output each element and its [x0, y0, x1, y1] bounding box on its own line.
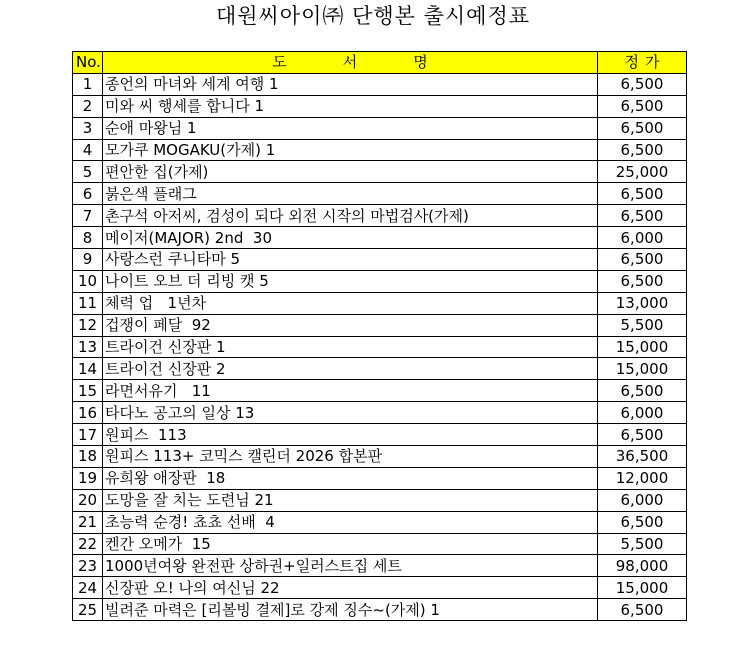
table-header-row	[73, 52, 687, 74]
row-number: 6	[73, 183, 103, 205]
table-row	[73, 205, 687, 227]
book-price: 6,500	[598, 95, 687, 117]
row-number: 12	[73, 314, 103, 336]
book-title: 트라이건 신장판 2	[103, 358, 598, 380]
column-header-title-char: 도	[272, 53, 287, 72]
book-title: 사랑스런 쿠니타마 5	[103, 249, 598, 271]
row-number: 23	[73, 555, 103, 577]
table-row	[73, 292, 687, 314]
table-row	[73, 73, 687, 95]
table-row	[73, 555, 687, 577]
book-title: 미와 씨 행세를 합니다 1	[103, 95, 598, 117]
book-price: 25,000	[598, 161, 687, 183]
table-row	[73, 270, 687, 292]
row-number: 7	[73, 205, 103, 227]
book-title: 신장판 오! 나의 여신님 22	[103, 577, 598, 599]
book-price: 5,500	[598, 533, 687, 555]
book-price: 6,000	[598, 489, 687, 511]
table-row	[73, 336, 687, 358]
book-price: 6,500	[598, 139, 687, 161]
row-number: 14	[73, 358, 103, 380]
table-row	[73, 467, 687, 489]
book-price: 13,000	[598, 292, 687, 314]
row-number: 24	[73, 577, 103, 599]
row-number: 11	[73, 292, 103, 314]
row-number: 22	[73, 533, 103, 555]
column-header-price: 정가	[598, 52, 687, 74]
release-schedule-table	[72, 51, 687, 621]
table-row	[73, 95, 687, 117]
column-header-title	[103, 52, 598, 74]
table-row	[73, 139, 687, 161]
table-row	[73, 161, 687, 183]
table-row	[73, 183, 687, 205]
book-price: 6,500	[598, 511, 687, 533]
column-header-title-char: 명	[413, 53, 428, 72]
book-title: 원피스 113	[103, 424, 598, 446]
book-price: 6,500	[598, 380, 687, 402]
row-number: 13	[73, 336, 103, 358]
table-row	[73, 358, 687, 380]
table-row	[73, 249, 687, 271]
book-price: 5,500	[598, 314, 687, 336]
book-price: 6,500	[598, 599, 687, 621]
book-title: 체력 업 1년차	[103, 292, 598, 314]
book-title: 초능력 순경! 쵸쵸 선배 4	[103, 511, 598, 533]
book-price: 6,500	[598, 249, 687, 271]
book-title: 모가쿠 MOGAKU(가제) 1	[103, 139, 598, 161]
table-row	[73, 511, 687, 533]
row-number: 16	[73, 402, 103, 424]
table-row	[73, 446, 687, 468]
row-number: 1	[73, 73, 103, 95]
book-title: 겁쟁이 페달 92	[103, 314, 598, 336]
row-number: 20	[73, 489, 103, 511]
book-price: 6,500	[598, 205, 687, 227]
row-number: 19	[73, 467, 103, 489]
table-row	[73, 577, 687, 599]
row-number: 10	[73, 270, 103, 292]
table-row	[73, 314, 687, 336]
book-price: 15,000	[598, 336, 687, 358]
table-body	[73, 73, 687, 620]
book-title: 붉은색 플래그	[103, 183, 598, 205]
row-number: 3	[73, 117, 103, 139]
book-price: 6,000	[598, 402, 687, 424]
book-price: 98,000	[598, 555, 687, 577]
row-number: 25	[73, 599, 103, 621]
book-title: 도망을 잘 치는 도련님 21	[103, 489, 598, 511]
column-header-no: No.	[73, 52, 103, 74]
book-price: 36,500	[598, 446, 687, 468]
book-title: 트라이건 신장판 1	[103, 336, 598, 358]
book-price: 6,500	[598, 117, 687, 139]
row-number: 9	[73, 249, 103, 271]
book-title: 편안한 집(가제)	[103, 161, 598, 183]
row-number: 21	[73, 511, 103, 533]
book-title: 켄간 오메가 15	[103, 533, 598, 555]
table-row	[73, 424, 687, 446]
book-price: 6,500	[598, 424, 687, 446]
book-price: 12,000	[598, 467, 687, 489]
book-title: 종언의 마녀와 세계 여행 1	[103, 73, 598, 95]
table-row	[73, 599, 687, 621]
book-price: 15,000	[598, 358, 687, 380]
book-title: 빌려준 마력은 [리볼빙 결제]로 강제 징수~(가제) 1	[103, 599, 598, 621]
book-price: 6,000	[598, 227, 687, 249]
row-number: 15	[73, 380, 103, 402]
book-title: 촌구석 아저씨, 검성이 되다 외전 시작의 마법검사(가제)	[103, 205, 598, 227]
table-row	[73, 380, 687, 402]
book-price: 6,500	[598, 73, 687, 95]
table-row	[73, 227, 687, 249]
table-row	[73, 533, 687, 555]
column-header-title-char: 서	[342, 53, 358, 72]
book-title: 1000년여왕 완전판 상하권+일러스트집 세트	[103, 555, 598, 577]
book-title: 라면서유기 11	[103, 380, 598, 402]
book-title: 원피스 113+ 코믹스 캘린더 2026 합본판	[103, 446, 598, 468]
book-title: 타다노 공고의 일상 13	[103, 402, 598, 424]
book-price: 6,500	[598, 270, 687, 292]
row-number: 5	[73, 161, 103, 183]
book-title: 나이트 오브 더 리빙 캣 5	[103, 270, 598, 292]
book-price: 15,000	[598, 577, 687, 599]
table-row	[73, 402, 687, 424]
table-row	[73, 117, 687, 139]
book-title: 유희왕 애장판 18	[103, 467, 598, 489]
book-title: 순애 마왕님 1	[103, 117, 598, 139]
row-number: 2	[73, 95, 103, 117]
document-title: 대원씨아이㈜ 단행본 출시예정표	[215, 4, 531, 28]
book-title: 메이저(MAJOR) 2nd 30	[103, 227, 598, 249]
row-number: 4	[73, 139, 103, 161]
row-number: 17	[73, 424, 103, 446]
row-number: 8	[73, 227, 103, 249]
book-price: 6,500	[598, 183, 687, 205]
table-row	[73, 489, 687, 511]
row-number: 18	[73, 446, 103, 468]
